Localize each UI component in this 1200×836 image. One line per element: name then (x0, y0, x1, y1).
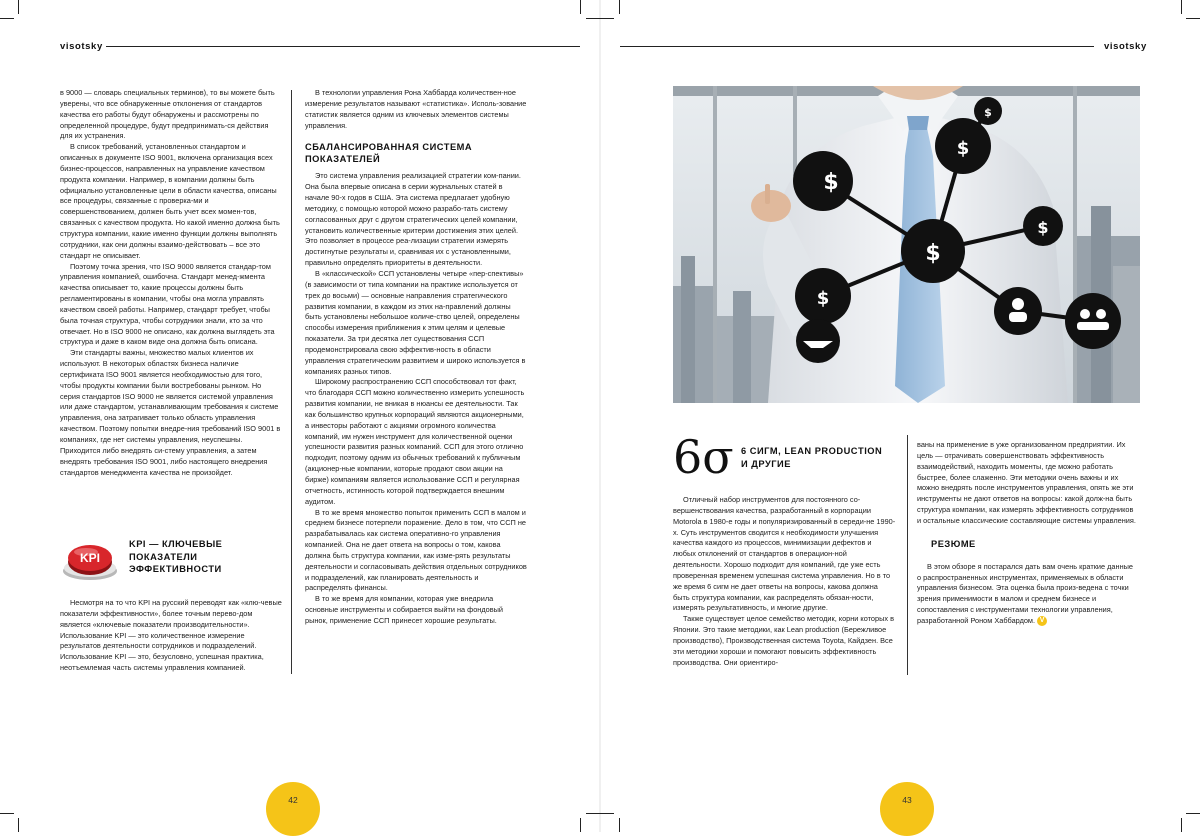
crop-mark (586, 18, 614, 19)
kpi-section-header (60, 533, 282, 589)
kpi-button-icon (60, 535, 120, 583)
crop-mark (0, 813, 14, 814)
paragraph: Также существует целое семейство методик, корни которых в Японии. Это такие методики, как Lean production (Бережливое производство), Производственная система Toyota, Кайдзен. Все эти методики хороши и помогают повысить эффективность производства. Они ориентиро- (673, 614, 894, 667)
svg-text:$: $ (956, 138, 970, 159)
six-sigma-heading (741, 445, 882, 470)
paragraph: В список требований, установленных стандартом и описанных в документе ISO 9001, включена организация всех бизнес-процессов, направленных на управление качеством продукта компании. Например, в компании должны быть официально установленные цели в области качества, описаны все процедуры, связанные с проверка-ми и совершенствованием, должен быть учет всех момен-тов, связанных с качеством продукта. Но какой именно должна быть структура компании, какие именно функции должны выполнять сотрудники, как они должны взаимо-действовать – все это стандарт не описывает. (60, 142, 280, 260)
paragraph: Это система управления реализацией стратегии ком-пании. Она была впервые описана в серии журнальных статей в начале 90-х годов в США. Эта система предлагает удобную методику, с помощью которой можно разрабо-тать систему согласованных друг с другом стратегических целей компании, установить количественные критерии достижения этих целей. Это позволяет в процессе реа-лизации стратегии измерять достигнутые результаты и, сравнивая их с установленными, правильно определять приоритеты в деятельности. (305, 171, 521, 268)
crop-mark (580, 818, 581, 832)
crop-mark (1186, 813, 1200, 814)
six-sigma-heading-line: И ДРУГИЕ (741, 458, 791, 469)
kpi-heading-line: ЭФФЕКТИВНОСТИ (129, 564, 222, 574)
crop-mark (18, 818, 19, 832)
header-rule-right (620, 46, 1094, 47)
end-mark-icon: V (1037, 616, 1047, 626)
column-1 (60, 88, 282, 478)
crop-mark (1181, 0, 1182, 14)
paragraph: В то же время множество попыток применить ССП в малом и среднем бизнесе потерпели поражение. Дело в том, что ССП не разрабатывалась как система оперативно-го управления компанией. Она не дает ответа на вопросы о том, какова должна быть структура компании, как изме-рять результаты деятельности и согласовывать действия отдельных сотрудников и подразделений, как планировать деятельность и распределять финансы. (305, 507, 527, 593)
section-heading-bsc: СБАЛАНСИРОВАННАЯ СИСТЕМА ПОКАЗАТЕЛЕЙ (305, 142, 473, 165)
column-4 (917, 440, 1139, 627)
svg-text:$: $ (823, 170, 839, 195)
crop-mark (619, 818, 620, 832)
page-gutter (599, 0, 601, 832)
six-sigma-symbol: 6σ (673, 430, 734, 484)
paragraph: Поэтому точка зрения, что ISO 9000 является стандар-том управления компанией, ошибочна. Стандарт менед-жмента качества описывает то, какие процессы должны быть регламентированы в компании, чтобы она могла управлять качеством своей работы. Например, стандарт требует, чтобы была точная структура, чтобы сотрудники знали, кто за что отвечает. Но в ISO 9000 не описано, как должна выглядеть эта структура и даже в каком виде она должна быть описана. (60, 261, 275, 347)
brand-right: visotsky (1104, 41, 1147, 52)
paragraph: В то же время для компании, которая уже внедрила основные инструменты и собирается выйти на фондовый рынок, применение ССП принесет хорошие результаты. (305, 594, 503, 625)
summary-text: В этом обзоре я постарался дать вам очень краткие данные о распространенных инструментах, применяемых в области управления бизнесом. Эта оценка была произ-ведена с точки зрения применимости в малом и среднем бизнесе и сопоставления с инструментами технологии управления, разработанной Роном Хаббардом. (917, 561, 1133, 625)
paragraph: Эти стандарты важны, множество малых клиентов их используют. В некоторых областях бизнеса наличие сертификата ISO 9001 является необходимостью для того, чтобы продукты компании были востребованы рынком. Но серия стандартов ISO 9000 не является системой управления или даже стандартом, устанавливающим требования к системе управления, она затрагивает только область управления качеством. Поэтому попытки внедре-ния требований ISO 9001 в компаниях, где нет системы управления, неуспешны. Приходится либо внедрять си-стему управления, а затем внедрять требования ISO 9001, либо настоящего внедрения стандартов менеджмента качества не произойдет. (60, 348, 281, 477)
kpi-heading-line: KPI — КЛЮЧЕВЫЕ (129, 539, 223, 549)
paragraph: Отличный набор инструментов для постоянного со-вершенствования качества, разработанный в корпорации Motorola в 1980-е годы и популяризированный в середи-не 1990-х. Суть инструментов сводится к необходимости улучшения качества каждого из процессов, минимизации дефектов и любых отклонений от стандартов в операцион-ной деятельности. Хорошо подходит для компаний, где уже есть проверенная временем успешная система управления. Но в то же время 6 сигм не дает ответы на вопросы, какова должна быть структура компании, как распределять обязан-ности, измерять результативность, и многие другие. (673, 495, 896, 613)
column-separator (907, 435, 908, 675)
paragraph: Несмотря на то что KPI на русский переводят как «клю-чевые показатели эффективности», более точным перево-дом является «ключевые показатели производительности». Использование KPI — это количественное измерение результатов деятельности сотрудников и подразделений. Использование KPI — это, безусловно, успешная практика, неотъемлемая часть системы управления компанией. (60, 598, 282, 673)
crop-mark (619, 0, 620, 14)
kpi-heading (129, 538, 222, 576)
paragraph: В технологии управления Рона Хаббарда количествен-ное измерение результатов называют «статистика». Исполь-зование статистик является одним из ключевых элементов системы управления. (305, 88, 527, 130)
paragraph: Широкому распространению ССП способствовал тот факт, что благодаря ССП можно количественно измерить успешность развития компании, не вникая в нюансы ее деятельности. Так как большинство крупных корпораций являются акционерными, а инвесторы работают с акциями огромного количества компаний, им нужен инструмент для количественной оценки успешности развития разных компаний. ССП для этого отлично подходит, поэтому одним из обычных требований к публичным (акционер-ные компании, которые продают свои акции на бирже) компаниям является использование ССП и регулярная отчетность, истинность которой подтверждается внешним аудитом. (305, 377, 525, 506)
crop-mark (1186, 18, 1200, 19)
header-rule-left (106, 46, 580, 47)
section-heading-summary: РЕЗЮМЕ (931, 538, 976, 549)
svg-text:$: $ (1037, 218, 1049, 237)
photo-illustration (673, 86, 1140, 403)
paragraph: В «классической» ССП установлены четыре «пер-спективы» (в зависимости от типа компании на практике используется от трех до восьми) — основные направления стратегического развития компании, в каждом из этих на-правлений должны быть установлены небольшое количе-ство целей, определены способы измерения приближения к этим целям и целевые показатели. За три десятка лет существования ССП продемонстрировала свою эффектив-ность в области управления стратегическим развитием и широко используется в компаниях разных типов. (305, 268, 526, 376)
brand-left: visotsky (60, 41, 103, 52)
business-man-photo (673, 86, 1140, 403)
crop-mark (580, 0, 581, 14)
svg-text:$: $ (984, 106, 992, 119)
crop-mark (0, 18, 14, 19)
kpi-text (60, 598, 282, 674)
crop-mark (1181, 818, 1182, 832)
page-number-right: 43 (880, 782, 934, 836)
crop-mark (586, 813, 614, 814)
kpi-heading-line: ПОКАЗАТЕЛИ (129, 551, 198, 562)
paragraph: в 9000 — словарь специальных терминов), то вы можете быть уверены, что все обнаруженные отклонения от стандартов качества его работы будут обнаружены и рассмотрены по определенной процедуре, будут предпринимать-ся действия для их устранения. (60, 88, 275, 141)
column-separator (291, 90, 292, 674)
paragraph (917, 562, 1139, 627)
column-3 (673, 495, 896, 669)
svg-text:$: $ (925, 241, 941, 266)
six-sigma-heading-line: 6 СИГМ, LEAN PRODUCTION (741, 446, 883, 456)
kpi-icon-label: KPI (79, 551, 101, 565)
svg-text:$: $ (816, 288, 830, 309)
paragraph: ваны на применение в уже организованном предприятии. Их цель — отрачивать совершенствовать эффективность взаимодействий, находить моменты, где можно работать быстрее, более слаженно. Эти методики очень важны и их можно внедрять после инструментов управления, опять же эти инструменты не дают ответов на вопросы: какой долж-на быть структура компании, как измерять эффективность сотрудников и остальные классические составляющие системы управления. (917, 440, 1136, 525)
page-number-left: 42 (266, 782, 320, 836)
crop-mark (18, 0, 19, 14)
column-2 (305, 88, 527, 627)
